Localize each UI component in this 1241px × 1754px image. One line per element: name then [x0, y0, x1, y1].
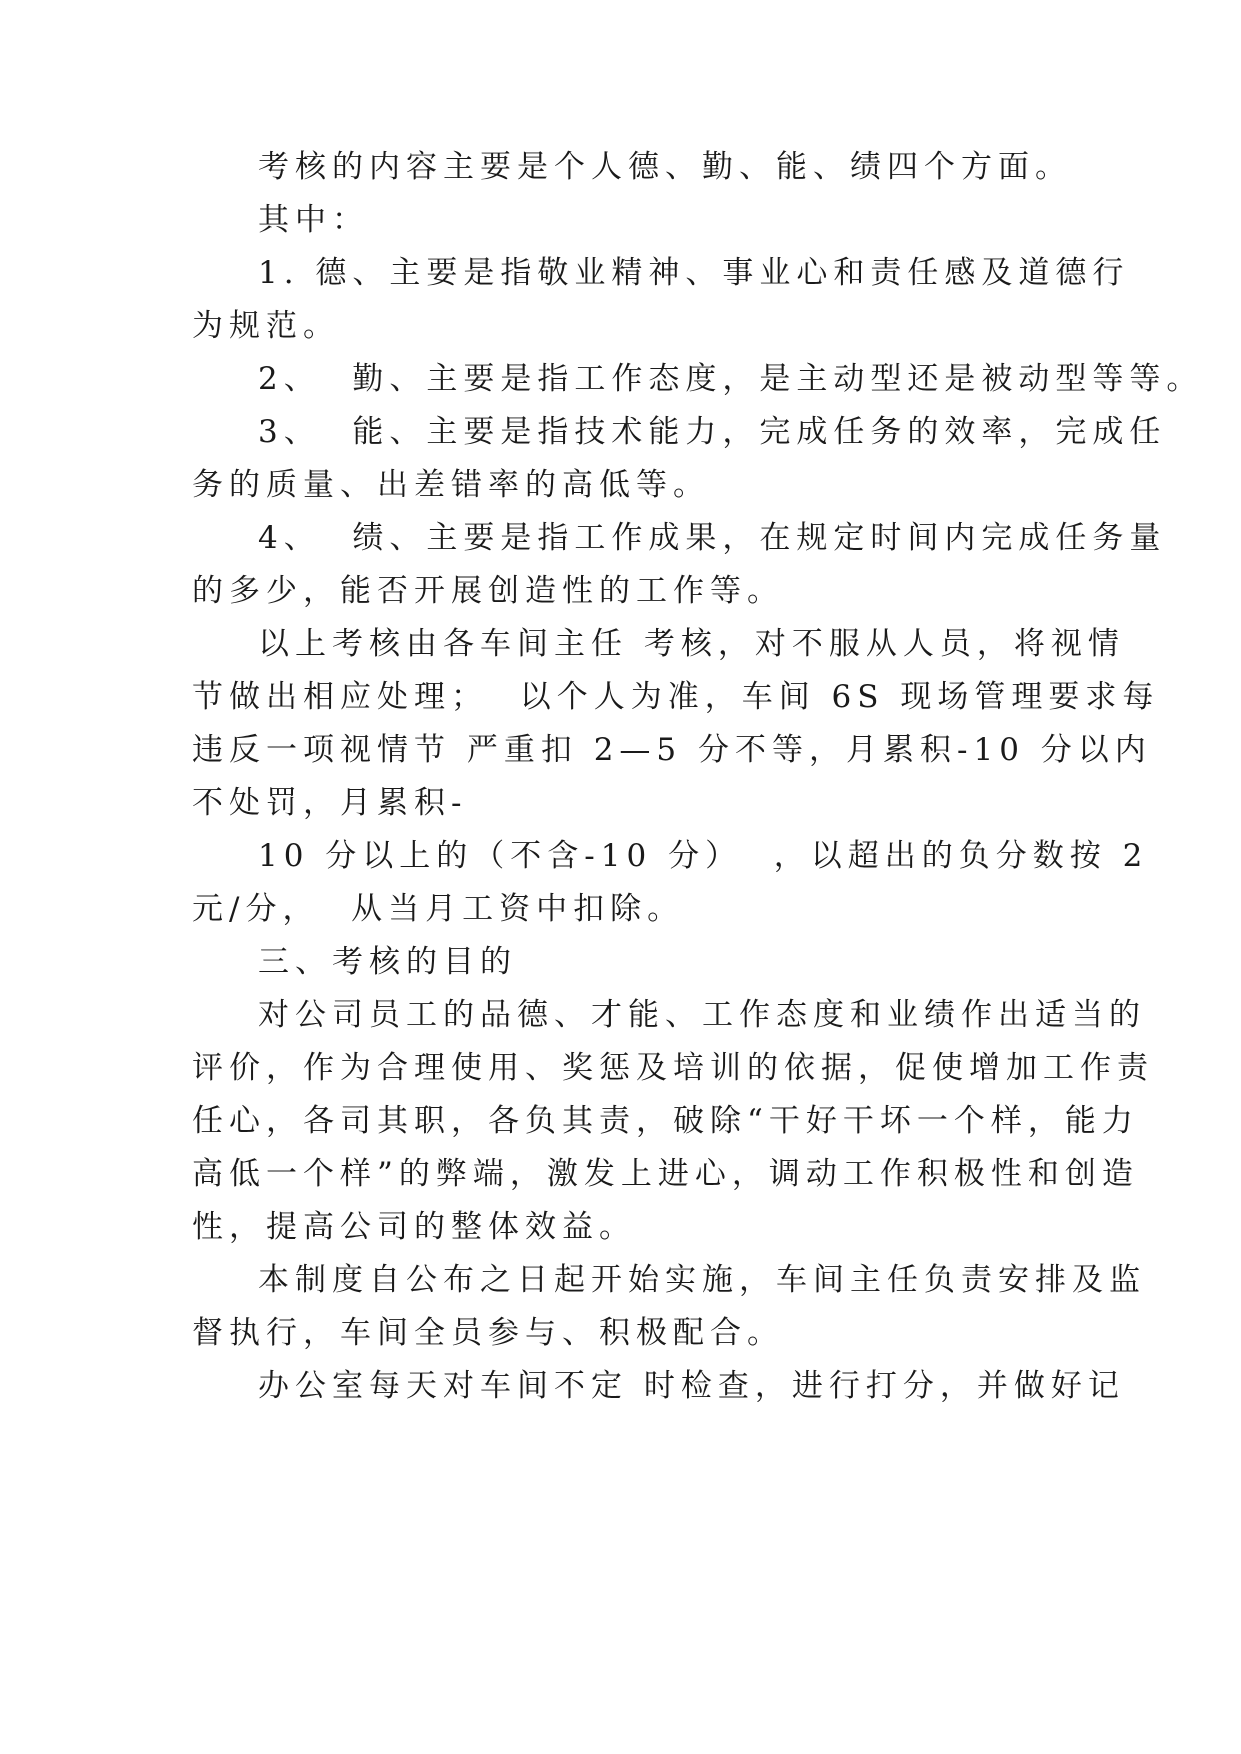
text-line: 以上考核由各车间主任 考核，对不服从人员，将视情	[258, 626, 1125, 662]
text-line: 其中：	[258, 202, 369, 238]
text-line: 性，提高公司的整体效益。	[192, 1209, 636, 1245]
text-line: 对公司员工的品德、才能、工作态度和业绩作出适当的	[258, 997, 1146, 1033]
text-line: 不处罚，月累积-	[192, 785, 468, 821]
text-line: 高低一个样”的弊端，激发上进心，调动工作积极性和创造	[192, 1156, 1139, 1192]
text-line: 办公室每天对车间不定 时检查，进行打分，并做好记	[258, 1368, 1125, 1404]
text-line: 任心，各司其职，各负其责，破除“干好干坏一个样，能力	[192, 1103, 1139, 1139]
section-heading: 三、考核的目的	[258, 944, 517, 980]
text-line: 本制度自公布之日起开始实施，车间主任负责安排及监	[258, 1262, 1146, 1298]
text-line: 务的质量、出差错率的高低等。	[192, 467, 710, 503]
text-line: 的多少，能否开展创造性的工作等。	[192, 573, 784, 609]
text-line: 节做出相应处理； 以个人为准，车间 6S 现场管理要求每	[192, 679, 1160, 715]
text-line: 违反一项视情节 严重扣 2—5 分不等，月累积-10 分以内	[192, 732, 1152, 768]
text-line: 10 分以上的（不含-10 分） ，以超出的负分数按 2	[258, 838, 1149, 874]
text-line: 3、 能、主要是指技术能力，完成任务的效率，完成任	[258, 414, 1167, 450]
text-line: 考核的内容主要是个人德、勤、能、绩四个方面。	[258, 149, 1072, 185]
text-line: 4、 绩、主要是指工作成果，在规定时间内完成任务量	[258, 520, 1167, 556]
text-line: 元/分， 从当月工资中扣除。	[192, 891, 685, 927]
text-line: 1. 德、主要是指敬业精神、事业心和责任感及道德行	[258, 255, 1130, 291]
text-line: 为规范。	[192, 308, 340, 344]
text-line: 2、 勤、主要是指工作态度，是主动型还是被动型等等。	[258, 361, 1204, 397]
text-line: 督执行，车间全员参与、积极配合。	[192, 1315, 784, 1351]
text-line: 评价，作为合理使用、奖惩及培训的依据，促使增加工作责	[192, 1050, 1154, 1086]
